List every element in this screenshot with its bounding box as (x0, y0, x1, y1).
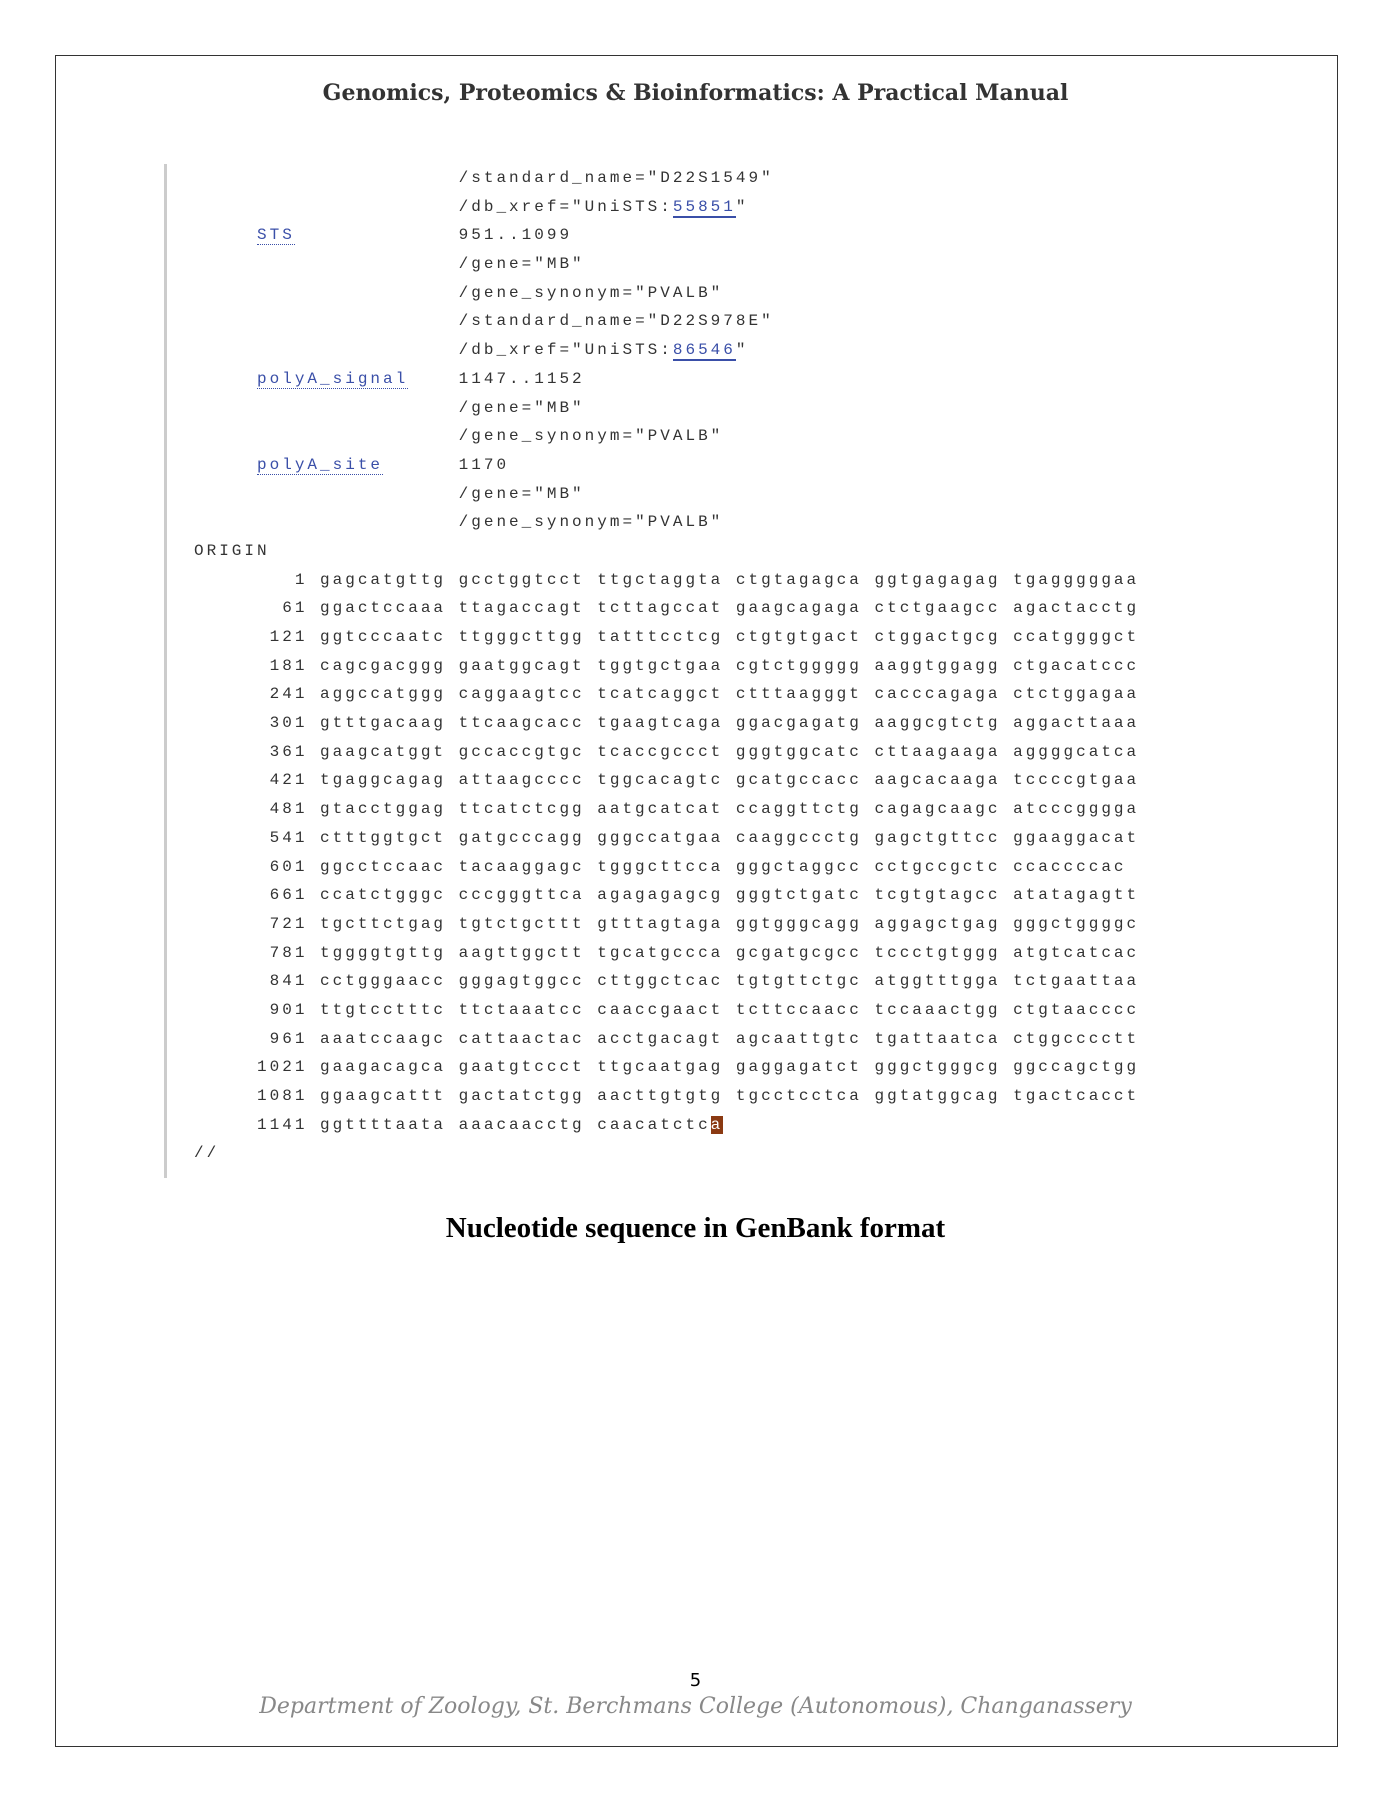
sequence-line: 481 gtacctggag ttcatctcgg aatgcatcat ccaggttctg cagagcaagc atcccgggga (194, 800, 1140, 819)
sequence-line: 1021 gaagacagca gaatgtccct ttgcaatgag gaggagatct gggctgggcg ggccagctgg (194, 1058, 1140, 1077)
feature-line: /gene_synonym="PVALB" (458, 513, 724, 532)
db-xref-link[interactable]: 55851 (672, 197, 736, 216)
sequence-line: 781 tggggtgttg aagttggctt tgcatgccca gcgatgcgcc tccctgtggg atgtcatcac (194, 943, 1140, 962)
feature-line: /gene_synonym="PVALB" (458, 283, 724, 302)
feature-line: polyA_site 1170 (257, 455, 510, 474)
feature-line: /gene="MB" (458, 484, 585, 503)
genbank-screenshot (164, 164, 1167, 1178)
feature-line: /gene="MB" (458, 398, 585, 417)
sequence-line: 841 cctgggaacc gggagtggcc cttggctcac tgtgttctgc atggtttgga tctgaattaa (194, 972, 1140, 991)
sequence-line: 901 ttgtcctttc ttctaaatcc caaccgaact tcttccaacc tccaaactgg ctgtaacccc (194, 1000, 1140, 1019)
feature-line: /standard_name="D22S1549" (458, 169, 774, 187)
figure-caption: Nucleotide sequence in GenBank format (445, 1212, 946, 1244)
page-number: 5 (689, 1670, 702, 1691)
sequence-line: 1141 ggttttaata aaacaacctg caacatctca (194, 1115, 724, 1134)
feature-line: /gene_synonym="PVALB" (458, 427, 724, 446)
feature-line: /db_xref="UniSTS:55851" (458, 197, 749, 216)
sequence-line: 361 gaagcatggt gccaccgtgc tcaccgccct gggtggcatc cttaagaaga aggggcatca (194, 742, 1140, 761)
sequence-line: 301 gtttgacaag ttcaagcacc tgaagtcaga ggacgagatg aaggcgtctg aggacttaaa (194, 714, 1140, 733)
page-footer: Department of Zoology, St. Berchmans College (Autonomous), Changanassery (259, 1694, 1132, 1719)
text-cursor-selection: a (710, 1115, 724, 1134)
feature-key-link[interactable]: polyA_site (257, 455, 384, 474)
db-xref-link[interactable]: 86546 (672, 341, 736, 360)
sequence-line: 1 gagcatgttg gcctggtcct ttgctaggta ctgtagagca ggtgagagag tgagggggaa (194, 570, 1140, 589)
sequence-line: 541 ctttggtgct gatgcccagg gggccatgaa caaggccctg gagctgttcc ggaaggacat (194, 828, 1140, 847)
running-header: Genomics, Proteomics & Bioinformatics: A Practical Manual (322, 80, 1069, 106)
sequence-line: 181 cagcgacggg gaatggcagt tggtgctgaa cgtctggggg aaggtggagg ctgacatccc (194, 656, 1140, 675)
feature-line: STS 951..1099 (257, 226, 573, 245)
feature-key-link[interactable]: polyA_signal (257, 369, 409, 388)
feature-key-link[interactable]: STS (257, 226, 295, 245)
sequence-line: 1081 ggaagcattt gactatctgg aacttgtgtg tgcctcctca ggtatggcag tgactcacct (194, 1087, 1140, 1105)
sequence-line: 121 ggtcccaatc ttgggcttgg tatttcctcg ctgtgtgact ctggactgcg ccatggggct (194, 628, 1140, 646)
feature-line: /db_xref="UniSTS:86546" (458, 341, 749, 360)
record-end-marker: // (194, 1144, 220, 1163)
feature-line: polyA_signal 1147..1152 (257, 369, 585, 388)
sequence-line: 961 aaatccaagc cattaactac acctgacagt agcaattgtc tgattaatca ctggcccctt (194, 1029, 1140, 1048)
sequence-line: 421 tgaggcagag attaagcccc tggcacagtc gcatgccacc aagcacaaga tccccgtgaa (194, 771, 1140, 790)
sequence-line: 61 ggactccaaa ttagaccagt tcttagccat gaagcagaga ctctgaagcc agactacctg (194, 599, 1140, 618)
feature-line: /standard_name="D22S978E" (458, 312, 774, 331)
sequence-line: 661 ccatctgggc cccgggttca agagagagcg gggtctgatc tcgtgtagcc atatagagtt (194, 886, 1140, 905)
feature-line: /gene="MB" (458, 255, 585, 274)
origin-label: ORIGIN (194, 541, 270, 560)
sequence-line: 721 tgcttctgag tgtctgcttt gtttagtaga ggtgggcagg aggagctgag gggctggggc (194, 914, 1140, 933)
sequence-line: 241 aggccatggg caggaagtcc tcatcaggct ctttaagggt cacccagaga ctctggagaa (194, 685, 1140, 704)
genbank-record (194, 164, 1139, 1168)
sequence-line: 601 ggcctccaac tacaaggagc tgggcttcca gggctaggcc cctgccgctc ccaccccac (194, 857, 1127, 876)
